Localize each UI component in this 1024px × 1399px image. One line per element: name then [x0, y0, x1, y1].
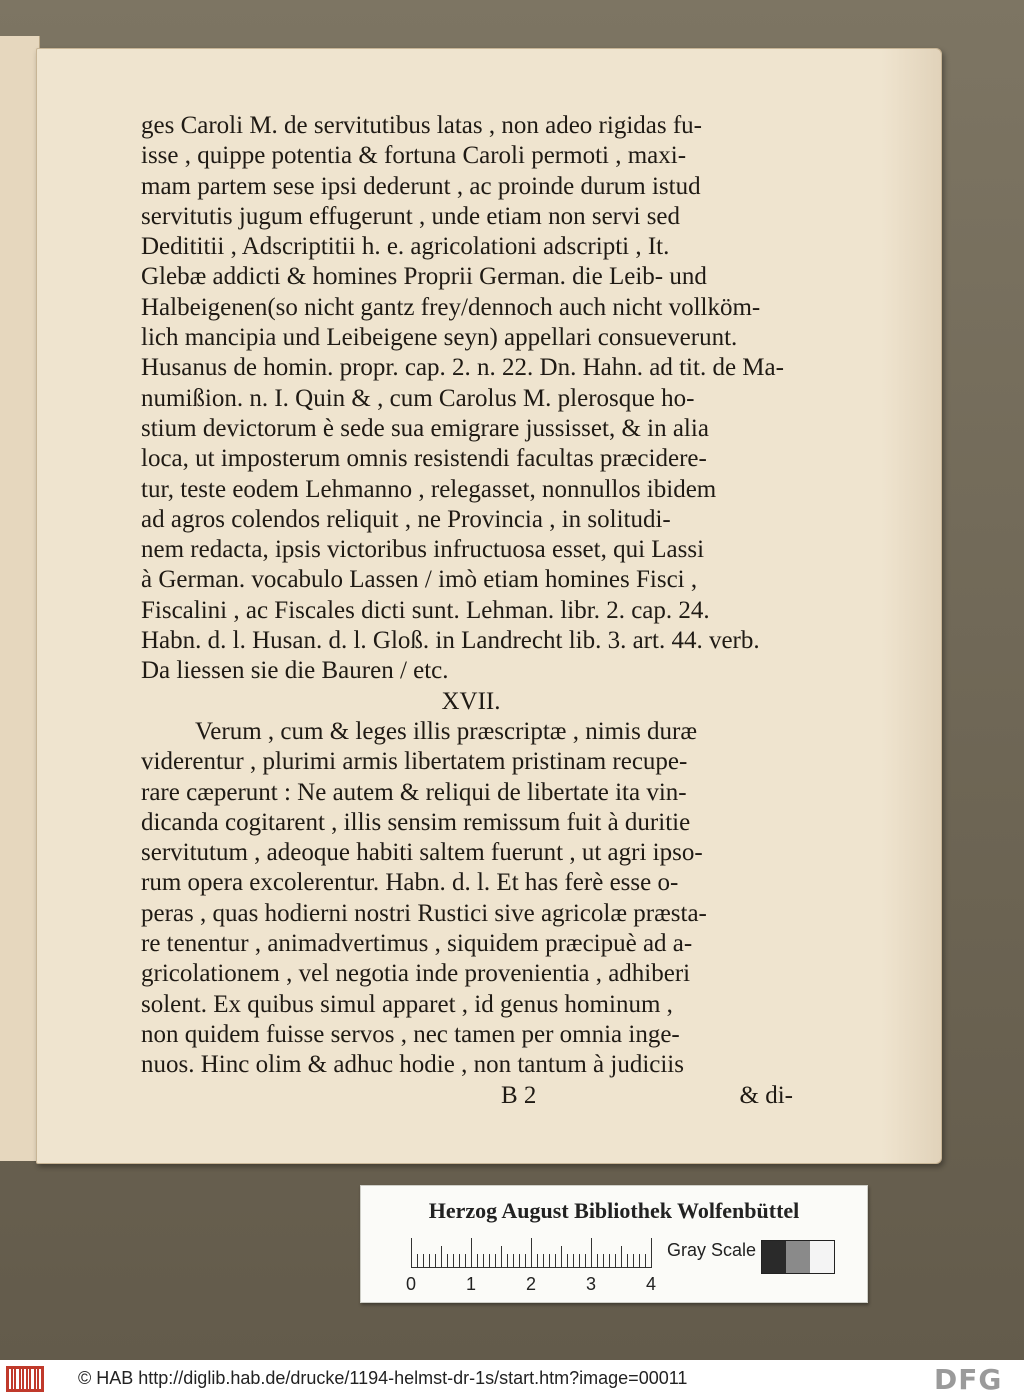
ruler-tick [477, 1254, 478, 1268]
ruler-tick [495, 1254, 496, 1268]
text-line: mam partem sese ipsi dederunt , ac proinde durum istud [141, 172, 701, 200]
ruler-tick [417, 1254, 418, 1268]
text-line: numißion. n. I. Quin & , cum Carolus M. plerosque ho- [141, 384, 695, 412]
text-line: Halbeigenen(so nicht gantz frey/dennoch auch nicht vollköm- [141, 293, 761, 321]
ruler [411, 1238, 651, 1268]
text-line: rum opera excolerentur. Habn. d. l. Et has ferè esse o- [141, 869, 679, 897]
ruler-number: 1 [465, 1274, 477, 1294]
text-line: nuos. Hinc olim & adhuc hodie , non tantum à judiciis [141, 1051, 684, 1079]
section-number: XVII. [441, 687, 501, 715]
text-line: servitutis jugum effugerunt , unde etiam non servi sed [141, 202, 681, 230]
ruler-tick [621, 1246, 622, 1268]
paragraph-top [141, 111, 801, 687]
text-line: Fiscalini , ac Fiscales dicti sunt. Lehman. libr. 2. cap. 24. [141, 596, 710, 624]
text-line: rare cæperunt : Ne autem & reliqui de libertate ita vin- [141, 778, 687, 806]
ruler-tick [429, 1254, 430, 1268]
ruler-tick [639, 1254, 640, 1268]
ruler-tick [645, 1254, 646, 1268]
ruler-tick [627, 1254, 628, 1268]
ruler-tick [585, 1254, 586, 1268]
text-line: tur, teste eodem Lehmanno , relegasset, nonnullos ibidem [141, 475, 717, 503]
ruler-tick [525, 1254, 526, 1268]
ruler-tick [507, 1254, 508, 1268]
paragraph-xvii [141, 717, 801, 1081]
gray-swatch [810, 1241, 834, 1273]
barcode-icon [6, 1366, 44, 1392]
text-line: lich mancipia und Leibeigene seyn) appellari consueverunt. [141, 324, 738, 352]
ruler-number: 4 [645, 1274, 657, 1294]
text-line: re tenentur , animadvertimus , siquidem præcipuè ad a- [141, 930, 693, 958]
text-line: Husanus de homin. propr. cap. 2. n. 22. Dn. Hahn. ad tit. de Ma- [141, 354, 784, 382]
ruler-tick [465, 1254, 466, 1268]
text-line: dicanda cogitarent , illis sensim remissum fuit à duritie [141, 808, 691, 836]
text-line: à German. vocabulo Lassen / imò etiam homines Fisci , [141, 566, 698, 594]
ruler-tick [513, 1254, 514, 1268]
ruler-tick [573, 1254, 574, 1268]
text-line: Da liessen sie die Bauren / etc. [141, 657, 449, 685]
ruler-tick [543, 1254, 544, 1268]
viewer-footer [0, 1360, 1024, 1399]
ruler-tick [603, 1254, 604, 1268]
ruler-tick [579, 1254, 580, 1268]
ruler-number: 3 [585, 1274, 597, 1294]
text-line: Habn. d. l. Husan. d. l. Gloß. in Landrecht lib. 3. art. 44. verb. [141, 627, 760, 655]
gray-scale-swatches [761, 1240, 835, 1274]
ruler-tick [519, 1254, 520, 1268]
ruler-tick [501, 1246, 502, 1268]
underlying-page-edge [0, 36, 40, 1161]
text-line: stium devictorum è sede sua emigrare jussisset, & in alia [141, 414, 709, 442]
ruler-tick [651, 1238, 652, 1268]
page-footer-line [141, 1081, 801, 1111]
ruler-tick [609, 1254, 610, 1268]
text-line: viderentur , plurimi armis libertatem pristinam recupe- [141, 748, 688, 776]
book-page [36, 48, 942, 1164]
library-name: Herzog August Bibliothek Wolfenbüttel [428, 1198, 800, 1223]
ruler-number: 2 [525, 1274, 537, 1294]
ruler-tick [459, 1254, 460, 1268]
page-text-block [141, 111, 801, 1111]
ruler-tick [411, 1238, 412, 1268]
ruler-tick [423, 1254, 424, 1268]
catchword: & di- [739, 1081, 793, 1109]
ruler-tick [537, 1254, 538, 1268]
gray-scale-card [360, 1185, 868, 1303]
ruler-tick [591, 1238, 592, 1268]
text-line: isse , quippe potentia & fortuna Caroli permoti , maxi- [141, 142, 687, 170]
ruler-number: 0 [405, 1274, 417, 1294]
ruler-tick [555, 1254, 556, 1268]
text-line: gricolationem , vel negotia inde provenientia , adhiberi [141, 960, 691, 988]
ruler-tick [435, 1254, 436, 1268]
text-line: non quidem fuisse servos , nec tamen per omnia inge- [141, 1020, 680, 1048]
text-line: Dedititii , Adscriptitii h. e. agricolationi adscripti , It. [141, 233, 670, 261]
ruler-tick [483, 1254, 484, 1268]
gray-scale-label: Gray Scale [667, 1240, 757, 1260]
text-line: Glebæ addicti & homines Proprii German. die Leib- und [141, 263, 707, 291]
ruler-tick [441, 1246, 442, 1268]
ruler-tick [633, 1254, 634, 1268]
gray-swatch [762, 1241, 786, 1273]
ruler-tick [567, 1254, 568, 1268]
gray-swatch [786, 1241, 810, 1273]
ruler-tick [447, 1254, 448, 1268]
ruler-tick [453, 1254, 454, 1268]
text-line: Verum , cum & leges illis præscriptæ , nimis duræ [195, 717, 698, 745]
text-line: ad agros colendos reliquit , ne Provincia , in solitudi- [141, 505, 671, 533]
text-line: ges Caroli M. de servitutibus latas , non adeo rigidas fu- [141, 112, 702, 139]
ruler-tick [561, 1246, 562, 1268]
ruler-tick [489, 1254, 490, 1268]
ruler-tick [549, 1254, 550, 1268]
text-line: solent. Ex quibus simul apparet , id genus hominum , [141, 990, 673, 1018]
dfg-logo: DFG [934, 1363, 1003, 1396]
text-line: servitutum , adeoque habiti saltem fuerunt , ut agri ipso- [141, 839, 703, 867]
text-line: peras , quas hodierni nostri Rustici sive agricolæ præsta- [141, 899, 707, 927]
ruler-tick [597, 1254, 598, 1268]
ruler-tick [615, 1254, 616, 1268]
ruler-tick [531, 1238, 532, 1268]
signature-mark: B 2 [501, 1081, 537, 1109]
text-line: loca, ut imposterum omnis resistendi facultas præcidere- [141, 445, 707, 473]
source-credit-link[interactable]: © HAB http://diglib.hab.de/drucke/1194-helmst-dr-1s/start.htm?image=00011 [78, 1368, 688, 1388]
ruler-tick [471, 1238, 472, 1268]
text-line: nem redacta, ipsis victoribus infructuosa esset, qui Lassi [141, 536, 705, 564]
